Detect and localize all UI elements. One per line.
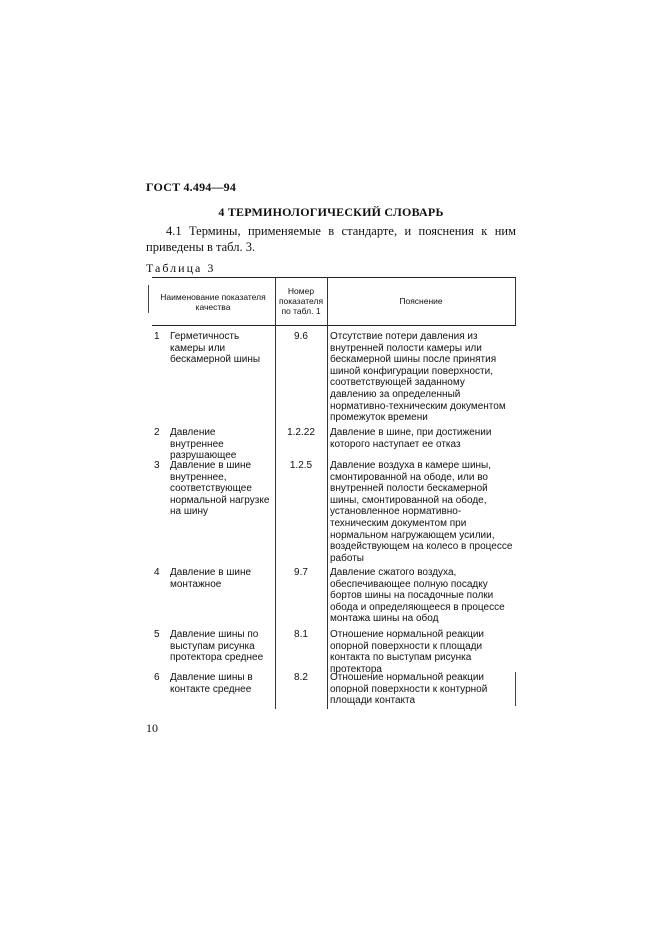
header-ref: Номер показателя по табл. 1 [278,286,324,316]
row-ref: 1.2.22 [287,427,315,438]
row-explanation: Давление в шине, при достижении которого наступает ее отказ [330,427,492,450]
row-number: 1 [154,331,160,342]
row-explanation: Давление воздуха в камере шины, смонтированной на ободе, или во внутренней полости бескамерной шины, смонтированной на ободе, установленное нормативно-техническим документом при нормальном нагружающем усилии, воздействующем на колесо в процессе работы [330,460,513,564]
row-number: 5 [154,629,160,640]
document-code: ГОСТ 4.494—94 [146,180,237,194]
table-caption: Таблица 3 [146,261,216,275]
terms-table [146,277,516,709]
row-explanation: Давление сжатого воздуха, обеспечивающее полную посадку бортов шины на посадочные полки обода и определяющееся в процессе монтажа шины на обод [330,567,505,625]
row-explanation: Отношение нормальной реакции опорной поверхности к контурной площади контакта [330,672,488,707]
row-name: Герметичность камеры или бескамерной шины [170,331,261,366]
table-header-border [152,325,516,326]
row-explanation: Отношение нормальной реакции опорной поверхности к площади контакта по выступам рисунка протектора [330,629,485,675]
row-name: Давление шины по выступам рисунка протектора среднее [170,629,264,664]
section-title: 4 ТЕРМИНОЛОГИЧЕСКИЙ СЛОВАРЬ [218,205,444,219]
row-number: 6 [154,672,160,683]
column-rule [327,277,328,709]
row-name: Давление в шине внутреннее, соответствующее нормальной нагрузке на шину [170,460,270,518]
row-ref: 8.2 [294,672,308,683]
row-ref: 8.1 [294,629,308,640]
row-ref: 9.7 [294,567,308,578]
scan-mark [515,672,516,706]
row-explanation: Отсутствие потери давления из внутренней полости камеры или бескамерной шины после принятия шиной конфигурации поверхности, соответствующей заданному давлению за определенный нормативно-техническим документом промежуток времени [330,331,506,424]
header-expl: Пояснение [399,296,443,306]
row-name: Давление внутреннее разрушающее [170,427,237,462]
table-top-border [152,277,516,278]
row-name: Давление в шине монтажное [170,567,252,590]
row-name: Давление шины в контакте среднее [170,672,253,695]
row-ref: 9.6 [294,331,308,342]
row-number: 4 [154,567,160,578]
page-number: 10 [146,721,158,735]
section-intro: 4.1 Термины, применяемые в стандарте, и пояснения к ним приведены в табл. 3. [146,224,516,254]
scan-mark [148,285,149,313]
row-ref: 1.2.5 [289,460,313,471]
column-rule [515,277,516,325]
row-number: 3 [154,460,160,471]
row-number: 2 [154,427,160,438]
header-name: Наименование показателя качества [160,292,266,312]
